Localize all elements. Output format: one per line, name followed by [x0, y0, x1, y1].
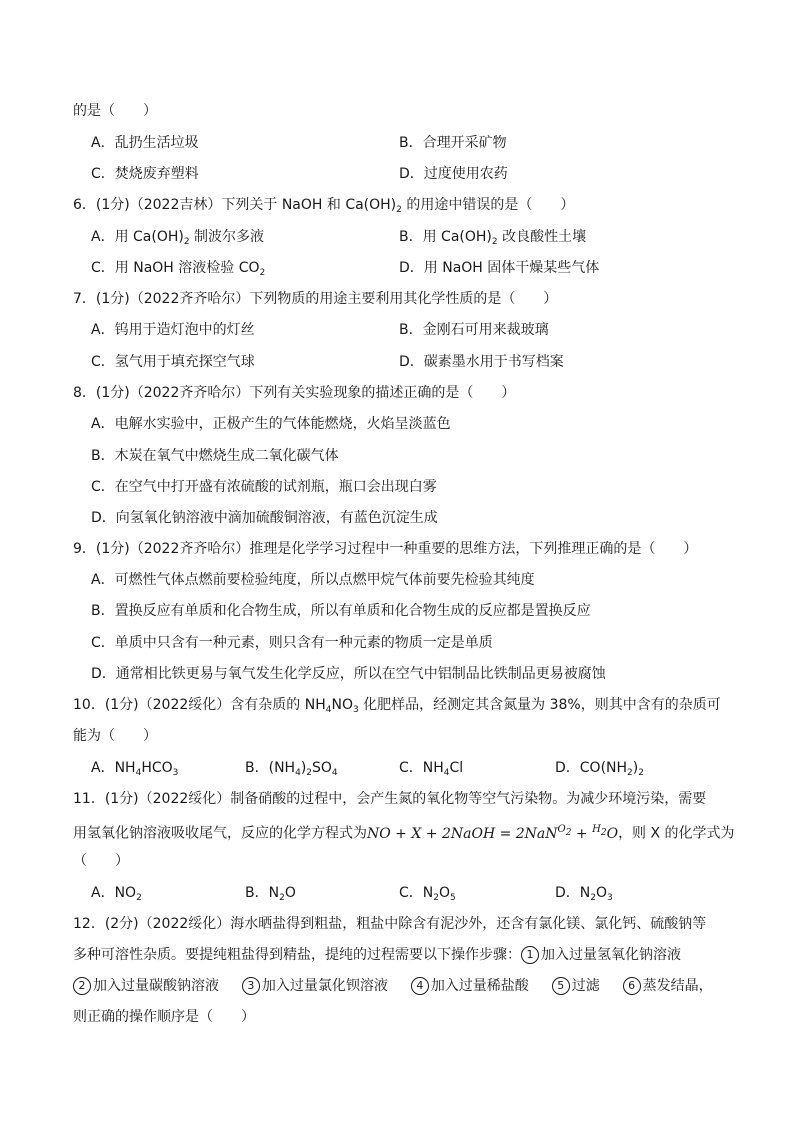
q11-stem: 11．(1分)（2022绥化）制备硝酸的过程中，会产生氮的氧化物等空气污染物。为减少环境污染，需要	[73, 791, 707, 807]
q5-option-c: C．焚烧废弃塑料	[91, 166, 199, 182]
q11-stem-cont: 用氢氧化钠溶液吸收尾气，反应的化学方程式为NO + X + 2NaOH = 2NaN$^{O_2}$ + $^{H_2}$O，则 X 的化学式为	[73, 824, 735, 842]
q12-stem-end: 则正确的操作顺序是（ ）	[73, 1009, 255, 1025]
q8-option-a: A．电解水实验中，正极产生的气体能燃烧，火焰呈淡蓝色	[91, 416, 451, 432]
step-1-marker: 1	[521, 946, 539, 964]
q9-option-a: A．可燃性气体点燃前要检验纯度，所以点燃甲烷气体前要先检验其纯度	[91, 572, 535, 588]
q11-option-b: B．$N_2O$	[245, 885, 296, 903]
step-3-marker: 3	[242, 977, 260, 995]
q6-option-a: A．用 $Ca(OH)_2$ 制波尔多液	[91, 229, 265, 247]
q10-option-a: A．$NH_4HCO_3$	[91, 760, 179, 778]
step-6-marker: 6	[623, 977, 641, 995]
q8-option-c: C．在空气中打开盛有浓硫酸的试剂瓶，瓶口会出现白雾	[91, 479, 437, 495]
q6-option-d: D．用 NaOH 固体干燥某些气体	[399, 260, 600, 276]
q8-stem: 8．(1分)（2022齐齐哈尔）下列有关实验现象的描述正确的是（ ）	[73, 385, 516, 401]
q9-option-b: B．置换反应有单质和化合物生成，所以有单质和化合物生成的反应都是置换反应	[91, 603, 591, 619]
q11-option-d: D．$N_2O_3$	[555, 885, 613, 903]
q7-option-b: B．金刚石可用来裁玻璃	[399, 322, 549, 338]
q7-option-c: C．氢气用于填充探空气球	[91, 354, 255, 370]
q5-option-d: D．过度使用农药	[399, 166, 508, 182]
q11-option-c: C．$N_2O_5$	[399, 885, 456, 903]
q11-equation: NO + X + 2NaOH = 2NaN$^{O_2}$ + $^{H_2}$O	[367, 824, 619, 842]
q7-option-d: D．碳素墨水用于书写档案	[399, 354, 564, 370]
q10-option-c: C．$NH_4Cl$	[399, 760, 464, 778]
q6-option-b: B．用 $Ca(OH)_2$ 改良酸性土壤	[399, 229, 587, 247]
q10-option-b: B．$(NH_4)_2SO_4$	[245, 760, 338, 778]
q9-option-c: C．单质中只含有一种元素，则只含有一种元素的物质一定是单质	[91, 635, 493, 651]
q7-stem: 7．(1分)（2022齐齐哈尔）下列物质的用途主要利用其化学性质的是（ ）	[73, 291, 558, 307]
q12-stem-cont: 多种可溶性杂质。要提纯粗盐得到精盐，提纯的过程需要以下操作步骤： 1 加入过量氢氧化钠溶液	[73, 947, 681, 963]
q5-option-b: B．合理开采矿物	[399, 135, 507, 151]
q8-option-b: B．木炭在氧气中燃烧生成二氧化碳气体	[91, 448, 339, 464]
q10-stem-cont: 能为（ ）	[73, 728, 157, 744]
q6-option-c: C．用 NaOH 溶液检验 $CO_2$	[91, 260, 266, 278]
step-5-marker: 5	[552, 977, 570, 995]
q8-option-d: D．向氢氧化钠溶液中滴加硫酸铜溶液，有蓝色沉淀生成	[91, 510, 438, 526]
q5-option-a: A．乱扔生活垃圾	[91, 135, 199, 151]
step-4-marker: 4	[411, 977, 429, 995]
q7-option-a: A．钨用于造灯泡中的灯丝	[91, 322, 255, 338]
q5-stem-tail: 的是（ ）	[73, 103, 157, 119]
q9-stem: 9．(1分)（2022齐齐哈尔）推理是化学学习过程中一种重要的思维方法，下列推理正确的是（ ）	[73, 541, 698, 557]
q12-steps: 2 加入过量碳酸钠溶液 3 加入过量氯化钡溶液 4 加入过量稀盐酸 5 过滤 6 蒸发结晶，	[73, 976, 713, 996]
q10-option-d: D．$CO(NH_2)_2$	[555, 760, 644, 778]
q11-answer-blank: （ ）	[73, 853, 129, 869]
q10-stem: 10．(1分)（2022绥化）含有杂质的 $NH_4NO_3$ 化肥样品，经测定其含氮量为 38%，则其中含有的杂质可	[73, 697, 721, 715]
q12-stem: 12．(2分)（2022绥化）海水晒盐得到粗盐，粗盐中除含有泥沙外，还含有氯化镁、氯化钙、硫酸钠等	[73, 916, 707, 932]
q11-option-a: A．$NO_2$	[91, 885, 142, 903]
q6-stem: 6．(1分)（2022吉林）下列关于 NaOH 和 $Ca(OH)_2$ 的用途中错误的是（ ）	[73, 197, 575, 215]
step-2-marker: 2	[73, 977, 91, 995]
q9-option-d: D．通常相比铁更易与氧气发生化学反应，所以在空气中铝制品比铁制品更易被腐蚀	[91, 666, 606, 682]
